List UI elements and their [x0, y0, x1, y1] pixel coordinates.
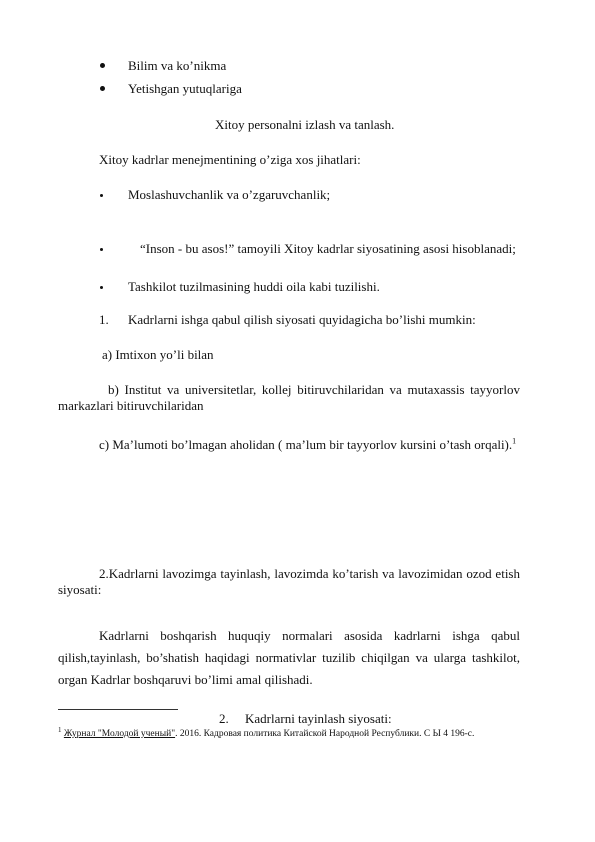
- sub-item-c: [58, 437, 520, 453]
- paragraph-text: Kadrlarni boshqarish huquqiy normalari asosida kadrlarni ishga qabul qilish,tayinlash, bo’shatish haqidagi normativlar tuzilib chiqilgan va ularga tashkilot, organ Kadrlar boshqaruvi bo’limi amal qilishadi.: [58, 628, 520, 687]
- paragraph: [58, 625, 520, 691]
- footnote-mark: 1: [58, 725, 62, 734]
- list-number: 2.: [219, 711, 229, 726]
- list-number: 1.: [99, 312, 109, 327]
- bullet-dot: [100, 286, 103, 289]
- numbered-item: Kadrlarni tayinlash siyosati:: [245, 711, 392, 726]
- footnote-ref[interactable]: 1: [512, 436, 517, 446]
- sub-item-b-text: b) Institut va universitetlar, kollej bitiruvchilaridan va mutaxassis tayyorlov markazlari bitiruvchilaridan: [58, 382, 520, 413]
- footnote: [58, 725, 538, 741]
- footnote-text: . 2016. Кадровая политика Китайской Народной Республики. С Ы 4 196-с.: [175, 729, 475, 739]
- sub-item-c-text: c) Ma’lumoti bo’lmagan aholidan ( ma’lum bir tayyorlov kursini o’tash orqali).: [99, 437, 513, 452]
- footnote-link[interactable]: Журнал "Молодой ученый": [63, 729, 176, 739]
- bullet-dot: [100, 194, 103, 197]
- feature-item: Moslashuvchanlik va o’zgaruvchanlik;: [128, 187, 331, 202]
- bullet-item: Yetishgan yutuqlariga: [128, 81, 242, 96]
- sub-item-b: [58, 382, 520, 414]
- feature-text: “Inson - bu asos!” tamoyili Xitoy kadrlar siyosatining asosi hisoblanadi;: [140, 241, 516, 256]
- feature-item: Tashkilot tuzilmasining huddi oila kabi tuzilishi.: [128, 279, 380, 294]
- bullet-dot: [100, 63, 105, 68]
- section-title: Xitoy personalni izlash va tanlash.: [215, 117, 395, 132]
- bullet-dot: [100, 86, 105, 91]
- feature-item: [99, 241, 520, 257]
- bullet-item: Bilim va ko’nikma: [128, 58, 227, 73]
- numbered-item: Kadrlarni ishga qabul qilish siyosati quyidagicha bo’lishi mumkin:: [128, 312, 476, 327]
- paragraph-text: 2.Kadrlarni lavozimga tayinlash, lavozimda ko’tarish va lavozimidan ozod etish siyosati:: [58, 566, 520, 597]
- footnote-separator: [58, 709, 178, 710]
- sub-item-a: a) Imtixon yo’li bilan: [102, 347, 214, 362]
- paragraph: [58, 566, 520, 598]
- intro-text: Xitoy kadrlar menejmentining o’ziga xos jihatlari:: [99, 152, 361, 167]
